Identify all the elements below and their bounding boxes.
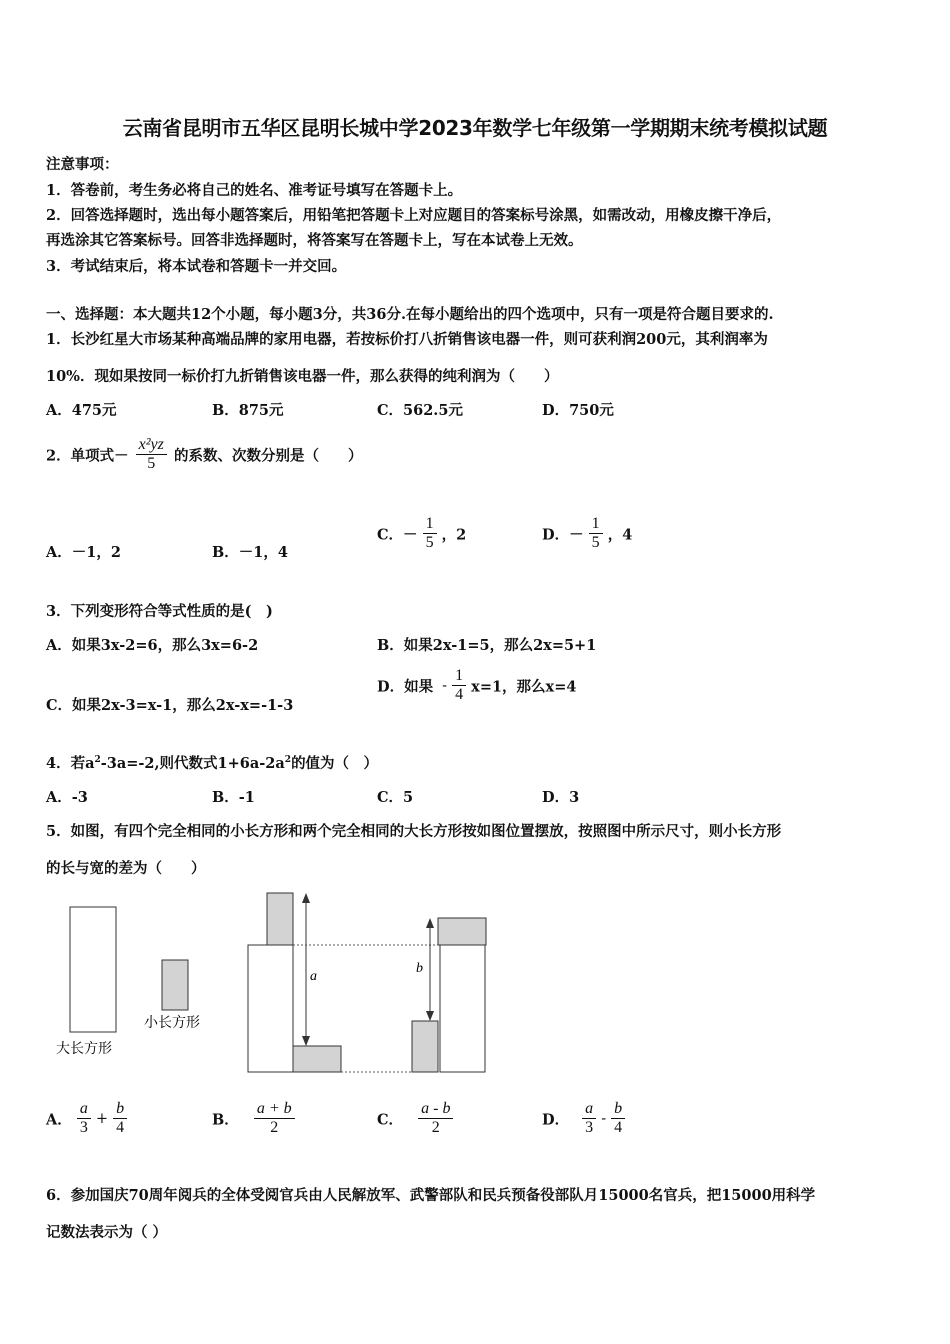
q4-sup-2: 2 [284, 755, 292, 766]
fig-right-small-bottom [412, 1021, 438, 1072]
q4-sup-1: 2 [94, 755, 101, 766]
q2-suffix: 的系数、次数分别是（ ） [173, 447, 363, 465]
fig-arrow-b-head-top [426, 918, 434, 928]
q6-stem-line2: 记数法表示为（ ） [46, 1224, 168, 1241]
q2-option-b: B．－1，4 [212, 544, 288, 561]
q5-option-b [212, 1100, 295, 1138]
q2-option-c-den: 5 [425, 534, 434, 552]
notice-item-2b: 再选涂其它答案标号。回答非选择题时，将答案写在答题卡上，写在本试卷上无效。 [46, 232, 583, 249]
q3-option-d-sign: - [442, 677, 448, 694]
q5-d-d2: 4 [614, 1119, 623, 1137]
q2-option-c-frac [423, 515, 437, 553]
q2-option-d [542, 515, 632, 553]
q2-monomial-den: 5 [147, 455, 156, 473]
q4-stem-b: -3a=-2,则代数式1+6a-2a [100, 755, 285, 772]
q4-option-b: B．-1 [212, 789, 255, 806]
fig-arrow-a-head-bottom [302, 1036, 310, 1046]
q2-option-d-label: D．－ [542, 526, 584, 544]
fig-small-rect [162, 960, 188, 1010]
q2-prefix: 2．单项式－ [46, 447, 129, 465]
q5-a-d2: 4 [116, 1119, 125, 1137]
q2-monomial [136, 436, 167, 474]
q5-c-num: a - b [418, 1100, 453, 1119]
q5-figure [0, 880, 520, 1080]
q1-option-a: A．475元 [46, 402, 117, 419]
notice-heading: 注意事项： [46, 156, 119, 173]
q2-option-d-suffix: ，4 [607, 526, 633, 544]
q5-option-c-label: C． [377, 1111, 404, 1129]
q5-option-a [46, 1100, 127, 1138]
notice-item-3: 3．考试结束后，将本试卷和答题卡一并交回。 [46, 258, 347, 275]
q5-a-op: + [95, 1110, 109, 1127]
q5-d-n2: b [611, 1100, 625, 1119]
fig-left-big [248, 945, 293, 1072]
q5-d-n1: a [582, 1100, 596, 1119]
q5-d-d1: 3 [585, 1119, 594, 1137]
fig-b-label: b [416, 961, 423, 976]
q5-b-num: a + b [254, 1100, 295, 1119]
fig-a-label: a [310, 969, 317, 984]
q3-option-b: B．如果2x-1=5，那么2x=5+1 [377, 637, 597, 654]
fig-arrow-b-head-bottom [426, 1011, 434, 1021]
q2-option-d-den: 5 [591, 534, 600, 552]
q6-stem-line1: 6．参加国庆70周年阅兵的全体受阅官兵由人民解放军、武警部队和民兵预备役部队月15000名官兵，把15000用科学 [46, 1187, 816, 1204]
q4-stem-c: 的值为（ ） [291, 755, 379, 772]
q3-option-a: A．如果3x-2=6，那么3x=6-2 [46, 637, 259, 654]
q4-option-c: C．5 [377, 789, 414, 806]
q5-option-a-frac2 [113, 1100, 127, 1138]
q4-stem-a: 4．若a [46, 755, 95, 772]
q5-a-n1: a [77, 1100, 91, 1119]
page-title: 云南省昆明市五华区昆明长城中学2023年数学七年级第一学期期末统考模拟试题 [122, 116, 828, 140]
fig-right-small-top [438, 918, 486, 945]
q5-option-d-frac2 [611, 1100, 625, 1138]
q4-stem [46, 752, 378, 773]
q5-c-den: 2 [431, 1119, 440, 1137]
q2-monomial-num: x²yz [136, 436, 167, 455]
fig-big-label: 大长方形 [56, 1041, 112, 1057]
q5-option-a-frac1 [77, 1100, 91, 1138]
fig-left-small-bottom [293, 1046, 341, 1072]
q3-option-d-den: 4 [455, 686, 464, 704]
fig-small-label: 小长方形 [144, 1015, 200, 1031]
q5-d-op: - [601, 1110, 607, 1127]
q2-option-d-frac [589, 515, 603, 553]
notice-item-1: 1．答卷前，考生务必将自己的姓名、准考证号填写在答题卡上。 [46, 182, 463, 199]
q5-option-a-label: A． [46, 1111, 72, 1129]
q1-option-b: B．875元 [212, 402, 284, 419]
q3-stem: 3．下列变形符合等式性质的是( ) [46, 603, 273, 620]
q3-option-d-label: D．如果 [377, 678, 434, 696]
q5-option-b-label: B． [212, 1111, 239, 1129]
q5-b-den: 2 [270, 1119, 279, 1137]
q2-option-c [377, 515, 466, 553]
q3-option-d-suffix: x=1，那么x=4 [471, 678, 577, 696]
fig-arrow-a-head-top [302, 893, 310, 903]
q5-option-d [542, 1100, 625, 1138]
q5-option-d-frac1 [582, 1100, 596, 1138]
q4-option-d: D．3 [542, 789, 580, 806]
q5-option-d-label: D． [542, 1111, 570, 1129]
q2-option-c-suffix: ，2 [441, 526, 467, 544]
fig-big-rect [70, 907, 116, 1032]
q5-a-d1: 3 [79, 1119, 88, 1137]
q3-option-d [377, 667, 576, 705]
q3-option-d-frac [452, 667, 466, 705]
q2-option-d-num: 1 [589, 515, 603, 534]
q5-option-c-frac [418, 1100, 453, 1138]
q1-option-d: D．750元 [542, 402, 614, 419]
q2-option-c-num: 1 [423, 515, 437, 534]
q2-option-c-label: C．－ [377, 526, 418, 544]
q1-stem-line2: 10%．现如果按同一标价打九折销售该电器一件，那么获得的纯利润为（ ） [46, 368, 559, 385]
q5-stem-line2: 的长与宽的差为（ ） [46, 860, 206, 877]
q5-a-n2: b [113, 1100, 127, 1119]
q5-option-c [377, 1100, 453, 1138]
q2-stem [46, 436, 362, 474]
section-heading: 一、选择题：本大题共12个小题，每小题3分，共36分.在每小题给出的四个选项中，只有一项是符合题目要求的. [46, 306, 774, 323]
q1-stem-line1: 1．长沙红星大市场某种高端品牌的家用电器，若按标价打八折销售该电器一件，则可获利润200元，其利润率为 [46, 331, 768, 348]
q1-option-c: C．562.5元 [377, 402, 463, 419]
q4-option-a: A．-3 [46, 789, 88, 806]
q5-stem-line1: 5．如图，有四个完全相同的小长方形和两个完全相同的大长方形按如图位置摆放，按照图中所示尺寸，则小长方形 [46, 823, 782, 840]
q2-option-a: A．－1，2 [46, 544, 121, 561]
fig-left-small-top [267, 893, 293, 945]
q3-option-c: C．如果2x-3=x-1，那么2x-x=-1-3 [46, 697, 294, 714]
notice-item-2a: 2．回答选择题时，选出每小题答案后，用铅笔把答题卡上对应题目的答案标号涂黑，如需改动，用橡皮擦干净后， [46, 207, 782, 224]
q3-option-d-num: 1 [452, 667, 466, 686]
q5-option-b-frac [254, 1100, 295, 1138]
